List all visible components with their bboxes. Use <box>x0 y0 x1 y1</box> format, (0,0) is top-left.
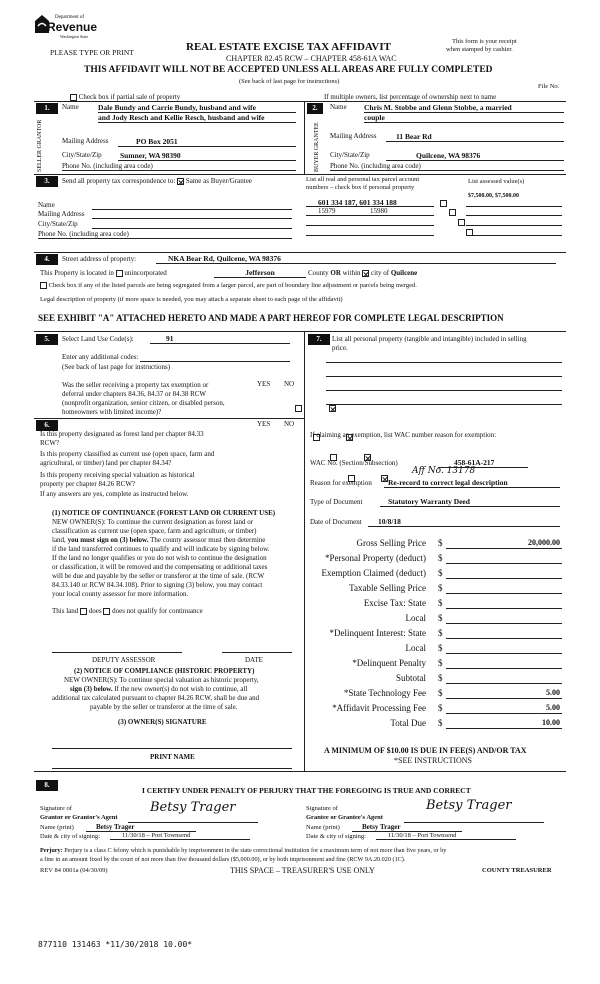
fee-line <box>446 653 562 654</box>
s3-mailing-label: Mailing Address <box>38 210 85 218</box>
fee-label: *State Technology Fee <box>343 688 426 698</box>
city-value: Quilcene <box>390 269 418 277</box>
fee-line <box>446 638 562 639</box>
seller-city-label: City/State/Zip <box>62 151 102 159</box>
see-back: (See back of last page for instructions) <box>239 78 340 85</box>
fee-dollar: $ <box>438 568 443 578</box>
notice-1-line: NEW OWNER(S): To continue the current designation as forest land or <box>52 518 254 526</box>
notice-1-assessor: The county assessor must then determine <box>150 536 266 544</box>
cashier-stamp: 877110 131463 *11/30/2018 10.00* <box>38 940 193 949</box>
s3-mailing-line <box>92 218 292 219</box>
section-4-num: 4. <box>36 254 58 265</box>
s5-yes: YES <box>257 380 271 388</box>
fee-label: Excise Tax: State <box>363 598 426 608</box>
print-name-label: PRINT NAME <box>150 753 195 761</box>
street-label: Street address of property: <box>62 255 137 263</box>
personal-property-line <box>326 404 562 405</box>
city-of-label: city of <box>371 269 390 277</box>
notice-1-line: 84.33.140 or RCW 84.34.108). Prior to signing (3) below, you may contact <box>52 581 263 589</box>
deputy-line <box>52 652 182 653</box>
fee-label: *Affidavit Processing Fee <box>332 703 426 713</box>
assessed-header: List assessed value(s) <box>468 178 525 185</box>
parcel-line <box>306 215 434 216</box>
doc-type-value: Statutory Warranty Deed <box>380 497 560 507</box>
notice-2-line: payable by the seller or transferor at the time of sale. <box>90 703 238 711</box>
grantee-agent-label: Grantee or Grantee's Agent <box>306 814 383 821</box>
fee-dollar: $ <box>438 703 443 713</box>
fee-label: Local <box>405 643 426 653</box>
notice-1-land: land, <box>52 536 66 544</box>
grantee-sig-label: Signature of <box>306 805 338 812</box>
date-label: DATE <box>245 656 263 664</box>
grantor-signature: Betsy Trager <box>150 800 236 815</box>
assessed-line <box>466 235 562 236</box>
fee-dollar: $ <box>438 628 443 638</box>
fee-label: *Delinquent Penalty <box>352 658 426 668</box>
see-instructions: *SEE INSTRUCTIONS <box>394 756 473 765</box>
send-correspondence-label: Send all property tax correspondence to: <box>62 177 176 185</box>
segregated-row <box>40 282 417 289</box>
fee-line <box>446 563 562 564</box>
fee-value: 5.00 <box>546 688 560 697</box>
treasurer-space: THIS SPACE – TREASURER'S USE ONLY <box>230 866 375 875</box>
within-label: within <box>342 269 361 277</box>
fee-dollar: $ <box>438 688 443 698</box>
notice-1-title: (1) NOTICE OF CONTINUANCE (FOREST LAND OR CURRENT USE) <box>52 509 276 517</box>
grantor-date: 11/30/18 – Port Townsend <box>110 832 250 840</box>
grantor-sig-label: Signature of <box>40 805 72 812</box>
county-treasurer: COUNTY TREASURER <box>482 867 552 874</box>
fee-line <box>446 593 562 594</box>
seller-mailing: PO Box 2051 <box>118 137 296 147</box>
reason-value: Re-record to correct legal description <box>384 478 560 488</box>
land-use-label: Select Land Use Code(s): <box>62 335 134 343</box>
buyer-city-label: City/State/Zip <box>330 151 370 159</box>
minimum-due-note: A MINIMUM OF $10.00 IS DUE IN FEE(S) AND/OR TAX <box>324 746 527 755</box>
additional-codes-line <box>140 361 290 362</box>
perjury-label: Perjury: <box>40 847 63 854</box>
partial-sale-label: Check box if partial sale of property <box>78 93 181 101</box>
logo-line1: Department of <box>55 15 85 20</box>
assessed-line <box>466 215 562 216</box>
grantor-date-label: Date & city of signing: <box>40 833 100 840</box>
assessed-value: $7,500.00, $7,500.00 <box>468 193 519 199</box>
s5-no: NO <box>284 380 295 388</box>
personal-property-line <box>326 362 562 363</box>
personal-property-checkbox[interactable] <box>449 209 456 216</box>
s3-city-line <box>92 228 292 229</box>
notice-2-sign: sign (3) below. <box>70 685 113 693</box>
section-1-num: 1. <box>36 103 58 114</box>
section-2-num: 2. <box>307 103 323 114</box>
fee-label: Gross Selling Price <box>356 538 426 548</box>
street-address: NKA Bear Rd, Quilcene, WA 98376 <box>156 254 556 264</box>
wac-value: 458-61A-217 <box>438 458 528 468</box>
s3-name-line <box>92 209 292 210</box>
parcel-header-1: List all real and personal tax parcel account <box>306 176 420 183</box>
exemption-q2: deferral under chapters 84.36, 84.37 or 84.38 RCW <box>62 390 207 398</box>
seller-city: Sumner, WA 98390 <box>118 151 296 161</box>
perjury-text-1: Perjury is a class C felony which is punishable by imprisonment in the state correctional institution for a maximum term of not more than five years, or by <box>64 847 447 854</box>
wac-label: WAC No. (Section/Subsection) <box>310 459 398 467</box>
divider <box>34 331 566 332</box>
buyer-city: Quilcene, WA 98376 <box>386 151 564 161</box>
fee-value: 5.00 <box>546 703 560 712</box>
logo-line2: Revenue <box>47 20 98 34</box>
personal-property-line <box>326 390 562 391</box>
does-checkbox[interactable] <box>80 608 87 615</box>
segregated-checkbox[interactable] <box>40 282 47 289</box>
personal-property-checkbox[interactable] <box>458 219 465 226</box>
file-no: File No. <box>538 83 560 90</box>
exemption-q4: homeowners with limited income)? <box>62 408 162 416</box>
grantee-date: 11/30/18 – Port Townsend <box>376 832 516 840</box>
fee-line <box>446 698 562 699</box>
please-type: PLEASE TYPE OR PRINT <box>50 48 134 57</box>
divider <box>304 101 305 174</box>
buyer-side-label: BUYER GRANTEE <box>314 122 320 172</box>
grantee-name: Betsy Trager <box>352 823 462 832</box>
divider <box>34 418 304 419</box>
exemption-q1: Was the seller receiving a property tax exemption or <box>62 381 209 389</box>
exhibit-statement: SEE EXHIBIT "A" ATTACHED HERETO AND MADE A PART HEREOF FOR COMPLETE LEGAL DESCRIPTION <box>38 313 504 323</box>
parcel-line <box>306 225 434 226</box>
fee-dollar: $ <box>438 658 443 668</box>
fee-line <box>446 608 562 609</box>
aff-no-handwritten: Aff No. 13178 <box>412 466 476 476</box>
seller-side-label: SELLER GRANTOR <box>37 119 43 172</box>
fee-label: Total Due <box>390 718 426 728</box>
parcel-row-1: 601 334 187, 601 334 188 <box>318 198 397 207</box>
seller-mailing-label: Mailing Address <box>62 137 109 145</box>
notice-1-line: if the land transferred continues to qualify and will indicate by signing below. <box>52 545 270 553</box>
notice-1-line: classification as current use (open space, farm and agriculture, or timber) <box>52 527 257 535</box>
grantor-agent-label: Grantor or Grantor's Agent <box>40 814 118 821</box>
fee-line <box>446 683 562 684</box>
seller-phone-label: Phone No. (including area code) <box>62 162 296 171</box>
owner-signature-line <box>52 748 292 749</box>
s3-phone-label: Phone No. (including area code) <box>38 230 292 239</box>
seller-name-2: and Jody Resch and Kellie Resch, husband and wife <box>98 113 296 123</box>
divider <box>34 252 566 253</box>
county-row <box>308 269 417 277</box>
grantor-name: Betsy Trager <box>86 823 196 832</box>
form-chapter: CHAPTER 82.45 RCW – CHAPTER 458-61A WAC <box>226 54 397 63</box>
section-5-num: 5. <box>36 334 58 345</box>
land-use-code: 91 <box>150 334 290 344</box>
fee-dollar: $ <box>438 613 443 623</box>
section-6-num: 6. <box>36 420 58 431</box>
legal-note: Legal description of property (if more space is needed, you may attach a separate sheet to each page of the affidavit) <box>40 296 343 303</box>
warning-banner: THIS AFFIDAVIT WILL NOT BE ACCEPTED UNLESS ALL AREAS ARE FULLY COMPLETED <box>84 65 493 75</box>
s6-no: NO <box>284 420 295 428</box>
buyer-mailing: 11 Bear Rd <box>386 132 564 142</box>
buyer-mailing-label: Mailing Address <box>330 132 377 140</box>
exemption-no-checkbox[interactable] <box>329 405 336 412</box>
multiple-owners-note: If multiple owners, list percentage of ownership next to name <box>324 93 497 101</box>
fee-dollar: $ <box>438 643 443 653</box>
exemption-q3: (nonprofit organization, senior citizen, or disabled person, <box>62 399 225 407</box>
form-title: REAL ESTATE EXCISE TAX AFFIDAVIT <box>186 41 391 53</box>
notice-1-line-3 <box>52 536 265 544</box>
section-7-num: 7. <box>308 334 330 345</box>
parcel-row-2a: 15979 <box>318 207 336 215</box>
doc-type-label: Type of Document <box>310 498 363 506</box>
divider <box>34 771 566 772</box>
fee-label: Taxable Selling Price <box>349 583 426 593</box>
fee-label: Exemption Claimed (deduct) <box>321 568 426 578</box>
current-use-q-a: Is this property classified as current use (open space, farm and <box>40 450 215 458</box>
receipt-note-2: when stamped by cashier. <box>446 46 513 53</box>
doc-date-label: Date of Document <box>310 518 362 526</box>
section-3-num: 3. <box>36 176 58 187</box>
grantor-name-label: Name (print) <box>40 824 74 831</box>
fee-dollar: $ <box>438 553 443 563</box>
notice-1-line: your local county assessor for more information. <box>52 590 189 598</box>
fee-dollar: $ <box>438 583 443 593</box>
owner-signature-label: (3) OWNER(S) SIGNATURE <box>118 718 207 726</box>
perjury-line-2: a fine in an amount fixed by the court of not more than five thousand dollars ($5,000.00), or by both imprisonment and fine (RCW 9A.20.020 (1C). <box>40 856 406 863</box>
fee-line <box>446 578 562 579</box>
certify-statement: I CERTIFY UNDER PENALTY OF PERJURY THAT THE FOREGOING IS TRUE AND CORRECT <box>142 786 471 795</box>
additional-codes-label: Enter any additional codes: <box>62 353 139 361</box>
does-label: does <box>88 607 102 615</box>
divider <box>34 174 566 175</box>
unincorporated-label: unincorporated <box>124 269 167 277</box>
fee-line <box>446 623 562 624</box>
does-not-label: does not qualify for continuance <box>112 607 203 615</box>
personal-property-1: List all personal property (tangible and intangible) included in selling <box>332 335 527 343</box>
logo-line3: Washington State <box>60 34 89 39</box>
located-label: This Property is located in <box>40 269 114 277</box>
section-3-send <box>62 177 252 185</box>
unincorporated-checkbox[interactable] <box>116 270 123 277</box>
same-as-buyer-label: Same as Buyer/Grantee <box>185 177 252 185</box>
continuance-row <box>52 607 203 615</box>
notice-2-line: additional tax calculated pursuant to chapter 84.26 RCW, shall be due and <box>52 694 260 702</box>
grantee-signature: Betsy Trager <box>426 798 512 813</box>
fee-line <box>446 728 562 729</box>
does-not-checkbox[interactable] <box>103 608 110 615</box>
or-label: OR <box>330 269 341 277</box>
county-label: County <box>308 269 329 277</box>
county-value: Jefferson <box>214 268 306 278</box>
seller-name-1: Dale Bundy and Carrie Bundy, husband and wife <box>98 103 296 113</box>
fee-value: 10.00 <box>542 718 560 727</box>
this-land-label: This land <box>52 607 79 615</box>
notice-2-title: (2) NOTICE OF COMPLIANCE (HISTORIC PROPERTY) <box>74 667 255 675</box>
forest-q-b: RCW? <box>40 439 60 447</box>
personal-property-2: price. <box>332 344 348 352</box>
fee-dollar: $ <box>438 538 443 548</box>
form-revision: REV 84 0001a (04/30/09) <box>40 867 108 874</box>
print-name-line <box>52 768 292 769</box>
current-use-q-b: agricultural, or timber) land per chapter 84.34? <box>40 459 172 467</box>
personal-property-line <box>326 376 562 377</box>
segregated-label: Check box if any of the listed parcels are being segregated from a larger parcel, are part of boundary line adjustment or parcels being merged. <box>48 282 417 289</box>
fee-label: Subtotal <box>395 673 426 683</box>
exemption-yes-checkbox[interactable] <box>295 405 302 412</box>
receipt-note-1: This form is your receipt <box>452 38 517 45</box>
fee-label: *Delinquent Interest: State <box>329 628 426 638</box>
s3-name-label: Name <box>38 201 55 209</box>
answers-note: If any answers are yes, complete as instructed below. <box>40 490 189 498</box>
fee-value: 20,000.00 <box>528 538 560 547</box>
reason-label: Reason for exemption <box>310 479 372 487</box>
notice-2-continue: If the new owner(s) do not wish to continue, all <box>114 685 248 693</box>
grantee-name-label: Name (print) <box>306 824 340 831</box>
same-as-buyer-checkbox[interactable] <box>177 178 184 185</box>
buyer-name-2: couple <box>364 113 564 123</box>
historic-q-a: Is this property receiving special valuation as historical <box>40 471 195 479</box>
additional-codes-note: (See back of last page for instructions) <box>62 363 171 371</box>
perjury-line-1 <box>40 847 446 854</box>
doc-date-value: 10/8/18 <box>368 517 560 527</box>
s3-city-label: City/State/Zip <box>38 220 78 228</box>
fee-dollar: $ <box>438 598 443 608</box>
notice-2-line: NEW OWNER(S): To continue special valuation as historic property, <box>64 676 259 684</box>
assessed-line <box>466 225 562 226</box>
parcel-line <box>306 235 434 236</box>
notice-1-line: or classification, it will be removed and the compensating or additional taxes <box>52 563 268 571</box>
notice-1-line: will be due and payable by the seller or transferor at the time of sale. (RCW <box>52 572 265 580</box>
divider <box>34 101 566 102</box>
deputy-assessor-label: DEPUTY ASSESSOR <box>92 656 156 664</box>
exemption-claim-label: If claiming an exemption, list WAC number reason for exemption: <box>310 431 497 439</box>
fee-line <box>446 713 562 714</box>
forest-q-a: Is this property designated as forest land per chapter 84.33 <box>40 430 204 438</box>
location-row <box>40 269 167 277</box>
historic-q-b: property per chapter 84.26 RCW? <box>40 480 136 488</box>
seller-name-label: Name <box>62 103 79 111</box>
buyer-phone-label: Phone No. (including area code) <box>330 162 564 171</box>
buyer-name-label: Name <box>330 103 347 111</box>
fee-line <box>446 668 562 669</box>
grantee-date-label: Date & city of signing: <box>306 833 366 840</box>
s6-yes: YES <box>257 420 271 428</box>
notice-1-must-sign: you must sign on (3) below. <box>67 536 149 544</box>
section-8-num: 8. <box>36 780 58 791</box>
buyer-name-1: Chris M. Stobbe and Glenn Stobbe, a married <box>364 103 564 113</box>
date-line <box>222 652 292 653</box>
assessed-line <box>466 206 562 207</box>
notice-2-line-2 <box>70 685 247 693</box>
partial-sale-row <box>70 93 180 101</box>
fee-label: *Personal Property (deduct) <box>325 553 426 563</box>
partial-sale-checkbox[interactable] <box>70 94 77 101</box>
fee-dollar: $ <box>438 673 443 683</box>
fee-dollar: $ <box>438 718 443 728</box>
fee-line <box>446 548 562 549</box>
parcel-row-2b: 15980 <box>370 207 388 215</box>
notice-1-line: If the land no longer qualifies or you do not wish to continue the designation <box>52 554 267 562</box>
fee-label: Local <box>405 613 426 623</box>
parcel-header-2: numbers – check box if personal property <box>306 184 415 191</box>
city-checkbox[interactable] <box>362 270 369 277</box>
personal-property-checkbox[interactable] <box>440 200 447 207</box>
